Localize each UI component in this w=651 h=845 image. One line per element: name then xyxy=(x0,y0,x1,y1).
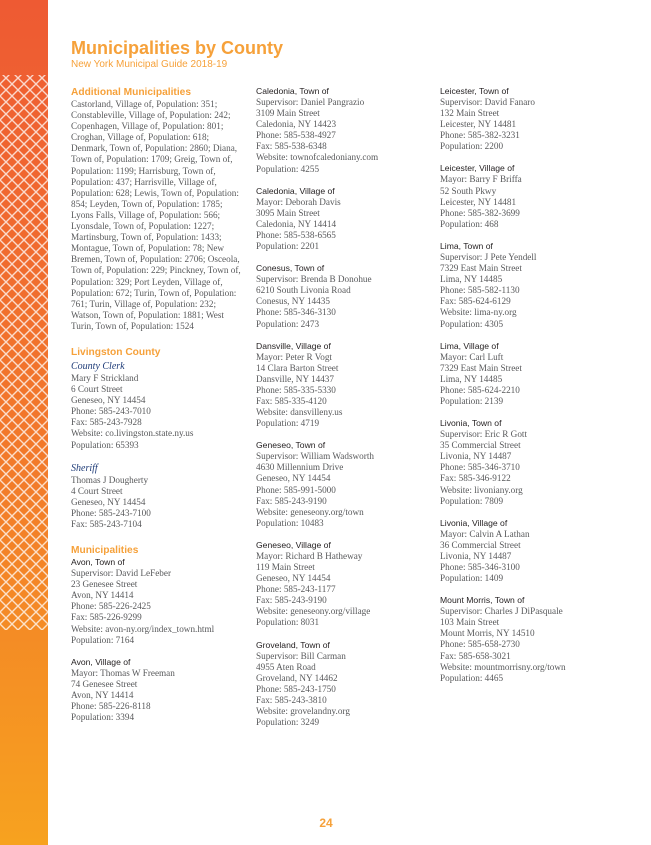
municipality-entry xyxy=(256,540,432,629)
municipality-details xyxy=(440,252,616,330)
detail-line: Fax: 585-346-9122 xyxy=(440,473,511,484)
municipality-name: Leicester, Town of xyxy=(440,86,509,96)
detail-line: Supervisor: Bill Carman xyxy=(256,650,346,661)
detail-line: Geneseo, NY 14454 xyxy=(256,573,331,584)
detail-line: Mayor: Calvin A Lathan xyxy=(440,528,530,539)
detail-line: Leicester, NY 14481 xyxy=(440,196,517,207)
detail-line: Phone: 585-226-2425 xyxy=(71,601,151,612)
detail-line: Phone: 585-335-5330 xyxy=(256,384,336,395)
detail-line: Population: 7164 xyxy=(71,634,135,645)
municipality-name: Mount Morris, Town of xyxy=(440,595,525,606)
additional-municipalities-heading: Additional Municipalities xyxy=(71,87,191,98)
additional-municipalities-text: Castorland, Village of, Population: 351; Constableville, Village of, Population: 242; Copenhagen, Village of, Population: 801; Croghan, Village of, Population: 618; Denmark, Town of, Population: 2860; Diana, Town of, Population: 1709; Greig, Town of, Population: 1199; Harrisburg, Town of, Population: 437; Harrisville, Village of, Population: 628; Lewis, Town of, Population: 854; Leyden, Town of, Population: 1785; Lyons Falls, Village of, Population: 566; Lyonsdale, Town of, Population: 1227; Martinsburg, Town of, Population: 1433; Montague, Town of, Population: 78; New Bremen, Town of, Population: 2706; Osceola, Town of, Population: 229; Pinckney, Town of, Population: 329; Port Leyden, Village of, Population: 672; Turin, Town of, Population: 761; Turin, Village of, Population: 232; Watson, Town of, Population: 1881; West Turin, Town of, Population: 1524 xyxy=(71,99,241,331)
detail-line: Population: 4465 xyxy=(440,672,504,683)
detail-line: Phone: 585-243-1177 xyxy=(256,584,336,595)
detail-line: Phone: 585-538-6565 xyxy=(256,229,336,240)
detail-line: Caledonia, NY 14414 xyxy=(256,218,337,229)
detail-line: Population: 2201 xyxy=(256,241,320,252)
detail-line: Fax: 585-243-3810 xyxy=(256,694,327,705)
detail-line: 4955 Aten Road xyxy=(256,661,316,672)
detail-line: Phone: 585-582-1130 xyxy=(440,285,520,296)
detail-line: Fax: 585-243-7928 xyxy=(71,417,142,428)
detail-line: Phone: 585-382-3699 xyxy=(440,207,520,218)
detail-line: 4 Court Street xyxy=(71,485,123,496)
detail-line: 7329 East Main Street xyxy=(440,263,522,274)
municipality-details xyxy=(440,529,616,584)
detail-line: Website: avon-ny.org/index_town.html xyxy=(71,623,215,634)
detail-line: 3109 Main Street xyxy=(256,108,320,119)
detail-line: Phone: 585-346-3710 xyxy=(440,462,520,473)
detail-line: Mayor: Carl Luft xyxy=(440,351,504,362)
detail-line: 74 Genesee Street xyxy=(71,678,138,689)
detail-line: Population: 65393 xyxy=(71,439,139,450)
municipality-entry xyxy=(71,657,246,723)
municipality-entry xyxy=(256,640,432,729)
municipality-name: Caledonia, Town of xyxy=(256,86,329,96)
detail-line: Phone: 585-243-1750 xyxy=(256,683,336,694)
detail-line: Phone: 585-991-5000 xyxy=(256,484,336,495)
municipality-list xyxy=(440,86,616,684)
municipality-details xyxy=(71,568,246,646)
detail-line: 119 Main Street xyxy=(256,562,315,572)
detail-line: 103 Main Street xyxy=(440,617,500,628)
detail-line: Mayor: Thomas W Freeman xyxy=(71,667,175,678)
detail-line: Mayor: Deborah Davis xyxy=(256,196,341,207)
detail-line: Website: livoniany.org xyxy=(440,484,523,495)
detail-line: Mayor: Richard B Hatheway xyxy=(256,550,363,561)
municipality-name: Leicester, Village of xyxy=(440,163,515,174)
detail-line: Population: 7809 xyxy=(440,495,504,506)
office-details xyxy=(71,373,246,451)
detail-line: Population: 3249 xyxy=(256,717,320,728)
municipality-entry xyxy=(256,341,432,430)
column-2 xyxy=(256,86,432,739)
page-number: 24 xyxy=(319,816,333,830)
detail-line: 36 Commercial Street xyxy=(440,539,521,550)
detail-line: Mayor: Peter R Vogt xyxy=(256,351,332,362)
municipality-name: Conesus, Town of xyxy=(256,263,325,274)
detail-line: 4630 Millennium Drive xyxy=(256,462,344,473)
detail-line: Livonia, NY 14487 xyxy=(440,451,512,462)
column-1 xyxy=(71,86,246,734)
municipality-details xyxy=(440,174,616,229)
detail-line: Avon, NY 14414 xyxy=(71,590,134,601)
municipality-name: Groveland, Town of xyxy=(256,639,330,650)
detail-line: Phone: 585-243-7010 xyxy=(71,406,151,417)
detail-line: Geneseo, NY 14454 xyxy=(71,496,146,507)
detail-line: Population: 8031 xyxy=(256,617,320,628)
detail-line: Website: lima-ny.org xyxy=(440,307,517,318)
detail-line: 52 South Pkwy xyxy=(440,185,497,196)
municipality-name: Livonia, Village of xyxy=(440,517,508,528)
municipality-list xyxy=(256,86,432,728)
municipality-entry xyxy=(440,595,616,684)
detail-line: Lima, NY 14485 xyxy=(440,373,503,384)
detail-line: Supervisor: David Fanaro xyxy=(440,97,535,107)
municipality-name: Caledonia, Village of xyxy=(256,185,335,196)
detail-line: Lima, NY 14485 xyxy=(440,274,503,285)
detail-line: Phone: 585-346-3100 xyxy=(440,562,520,572)
detail-line: Mount Morris, NY 14510 xyxy=(440,628,535,639)
detail-line: Geneseo, NY 14454 xyxy=(256,473,331,484)
detail-line: 6210 South Livonia Road xyxy=(256,285,351,296)
municipality-name: Dansville, Village of xyxy=(256,340,331,351)
detail-line: Supervisor: David LeFeber xyxy=(71,568,172,579)
municipality-entry xyxy=(440,241,616,330)
detail-line: 132 Main Street xyxy=(440,108,500,119)
detail-line: Thomas J Dougherty xyxy=(71,474,149,485)
municipality-details xyxy=(256,197,432,252)
municipality-details xyxy=(256,352,432,430)
municipality-details xyxy=(256,97,432,175)
municipality-details xyxy=(71,668,246,723)
detail-line: Population: 1409 xyxy=(440,573,504,584)
lattice-pattern-icon xyxy=(0,0,48,845)
detail-line: Phone: 585-346-3130 xyxy=(256,307,336,318)
office-details xyxy=(71,475,246,530)
detail-line: Fax: 585-226-9299 xyxy=(71,612,142,623)
municipality-entry xyxy=(256,86,432,175)
detail-line: 35 Commercial Street xyxy=(440,440,521,451)
municipality-entry xyxy=(71,557,246,646)
detail-line: Supervisor: Charles J DiPasquale xyxy=(440,606,563,617)
page-subtitle: New York Municipal Guide 2018-19 xyxy=(71,59,228,70)
detail-line: Fax: 585-335-4120 xyxy=(256,395,327,406)
detail-line: Website: geneseony.org/town xyxy=(256,506,364,517)
municipality-name: Avon, Town of xyxy=(71,557,125,568)
detail-line: 7329 East Main Street xyxy=(440,362,522,373)
detail-line: Mary F Strickland xyxy=(71,372,139,383)
detail-line: Dansville, NY 14437 xyxy=(256,373,334,384)
county-office xyxy=(71,361,246,451)
municipality-name: Avon, Village of xyxy=(71,656,131,667)
municipality-name: Geneseo, Town of xyxy=(256,440,326,451)
municipality-details xyxy=(256,274,432,329)
detail-line: Supervisor: William Wadsworth xyxy=(256,451,374,462)
municipality-entry xyxy=(256,263,432,329)
detail-line: Geneseo, NY 14454 xyxy=(71,395,146,406)
decorative-sidebar xyxy=(0,0,48,845)
detail-line: Population: 2473 xyxy=(256,318,320,329)
detail-line: Population: 4305 xyxy=(440,318,504,329)
detail-line: Fax: 585-243-7104 xyxy=(71,519,142,529)
municipality-name: Livonia, Town of xyxy=(440,418,502,429)
detail-line: Groveland, NY 14462 xyxy=(256,672,338,683)
municipality-details xyxy=(256,651,432,729)
detail-line: Livonia, NY 14487 xyxy=(440,550,512,561)
office-title: Sheriff xyxy=(71,462,98,474)
detail-line: Fax: 585-243-9190 xyxy=(256,495,327,506)
detail-line: Fax: 585-243-9190 xyxy=(256,595,327,606)
detail-line: Fax: 585-538-6348 xyxy=(256,141,327,152)
municipality-details xyxy=(440,606,616,684)
county-office xyxy=(71,463,246,530)
detail-line: Phone: 585-624-2210 xyxy=(440,384,520,395)
detail-line: Phone: 585-658-2730 xyxy=(440,639,520,650)
detail-line: Phone: 585-538-4927 xyxy=(256,130,336,141)
detail-line: Supervisor: Brenda B Donohue xyxy=(256,274,372,285)
detail-line: Population: 4255 xyxy=(256,163,320,174)
detail-line: Website: mountmorrisny.org/town xyxy=(440,661,566,672)
detail-line: Population: 468 xyxy=(440,218,499,229)
municipality-entry xyxy=(440,163,616,229)
detail-line: Phone: 585-243-7100 xyxy=(71,507,151,518)
detail-line: Leicester, NY 14481 xyxy=(440,119,517,130)
detail-line: Population: 10483 xyxy=(256,517,324,528)
detail-line: 6 Court Street xyxy=(71,384,123,395)
detail-line: 23 Genesee Street xyxy=(71,579,138,590)
page-title: Municipalities by County xyxy=(71,38,284,58)
municipality-name: Geneseo, Village of xyxy=(256,539,331,550)
detail-line: Website: co.livingston.state.ny.us xyxy=(71,428,194,439)
page-header xyxy=(71,37,283,71)
municipality-entry xyxy=(256,186,432,252)
municipality-details xyxy=(440,352,616,407)
office-title: County Clerk xyxy=(71,360,125,372)
detail-line: Supervisor: Eric R Gott xyxy=(440,429,528,440)
municipality-entry xyxy=(440,341,616,407)
municipalities-heading: Municipalities xyxy=(71,545,139,557)
detail-line: 14 Clara Barton Street xyxy=(256,362,339,373)
municipality-entry xyxy=(440,418,616,507)
detail-line: Phone: 585-382-3231 xyxy=(440,130,520,141)
municipality-details xyxy=(256,451,432,529)
detail-line: 3095 Main Street xyxy=(256,207,320,218)
detail-line: Population: 4719 xyxy=(256,418,320,429)
municipality-entry xyxy=(440,518,616,584)
municipality-name: Lima, Village of xyxy=(440,340,499,351)
detail-line: Population: 3394 xyxy=(71,712,135,723)
county-heading: Livingston County xyxy=(71,346,161,358)
municipality-entry xyxy=(256,440,432,529)
municipality-list xyxy=(71,557,246,723)
detail-line: Phone: 585-226-8118 xyxy=(71,701,151,712)
municipality-entry xyxy=(440,86,616,152)
detail-line: Mayor: Barry F Briffa xyxy=(440,174,522,185)
detail-line: Website: geneseony.org/village xyxy=(256,606,371,617)
detail-line: Population: 2139 xyxy=(440,395,504,406)
detail-line: Conesus, NY 14435 xyxy=(256,296,330,307)
detail-line: Population: 2200 xyxy=(440,141,504,152)
municipality-details xyxy=(440,97,616,152)
detail-line: Website: townofcaledoniany.com xyxy=(256,152,379,163)
municipality-name: Lima, Town of xyxy=(440,240,493,251)
detail-line: Supervisor: Daniel Pangrazio xyxy=(256,97,365,107)
detail-line: Fax: 585-624-6129 xyxy=(440,296,511,307)
detail-line: Caledonia, NY 14423 xyxy=(256,119,337,130)
detail-line: Avon, NY 14414 xyxy=(71,689,134,700)
detail-line: Supervisor: J Pete Yendell xyxy=(440,251,537,262)
municipality-details xyxy=(440,429,616,507)
municipality-details xyxy=(256,551,432,629)
detail-line: Website: grovelandny.org xyxy=(256,706,350,717)
detail-line: Website: dansvilleny.us xyxy=(256,407,343,418)
column-3 xyxy=(440,86,616,695)
detail-line: Fax: 585-658-3021 xyxy=(440,650,511,661)
